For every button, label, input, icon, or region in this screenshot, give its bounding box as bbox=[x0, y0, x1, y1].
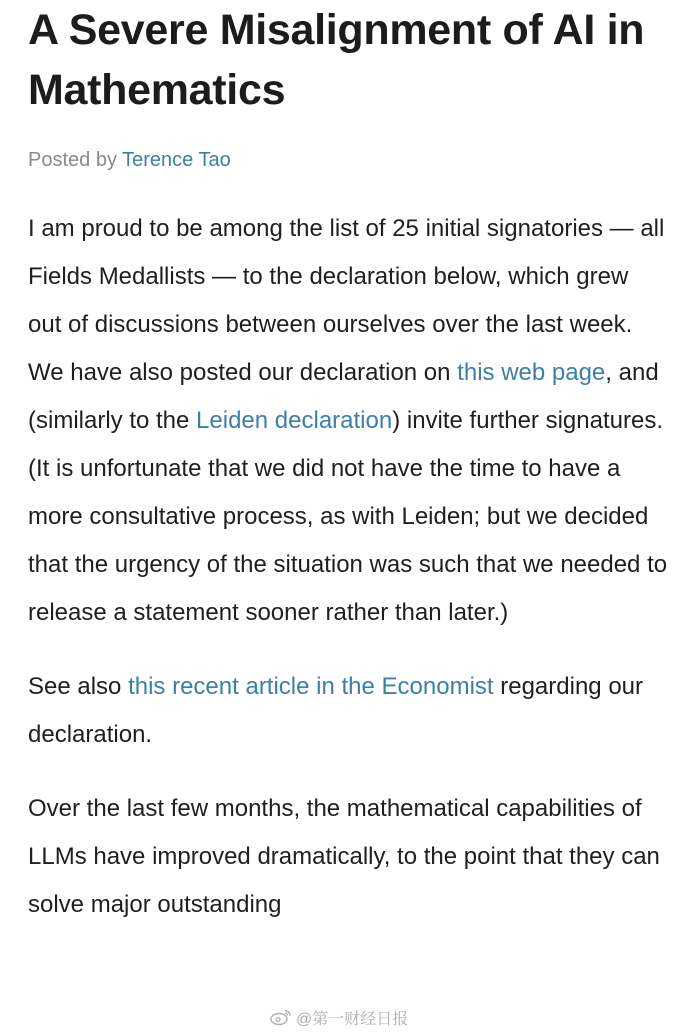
paragraph-see-also bbox=[28, 663, 668, 759]
byline bbox=[28, 146, 668, 174]
article bbox=[28, 0, 668, 929]
byline-prefix: Posted by bbox=[28, 149, 123, 171]
web-page-link[interactable]: this web page bbox=[457, 359, 606, 386]
author-link[interactable]: Terence Tao bbox=[122, 149, 231, 171]
watermark bbox=[270, 1004, 408, 1030]
paragraph-text: I am proud to be among the list of 25 initial signatories — all Fields Medallists — to the declaration below, which grew out of discussions between ourselves over the last week. We have also posted our declaration on bbox=[28, 215, 665, 386]
paragraph-intro bbox=[28, 205, 668, 637]
page-title: A Severe Misalignment of AI in Mathematics bbox=[28, 6, 645, 114]
paragraph-text: See also bbox=[28, 673, 129, 700]
paragraph-text: regarding our declaration. bbox=[28, 673, 644, 748]
paragraph-text: Over the last few months, the mathematical capabilities of LLMs have improved dramatically, to the point that they can solve major outstanding bbox=[28, 795, 660, 918]
paragraph-text: , and (similarly to the bbox=[28, 359, 659, 434]
watermark-text: @第一财经日报 bbox=[296, 1010, 409, 1028]
weibo-icon bbox=[270, 1008, 292, 1026]
paragraph-capabilities bbox=[28, 785, 668, 929]
leiden-declaration-link[interactable]: Leiden declaration bbox=[196, 407, 393, 434]
economist-article-link[interactable]: this recent article in the Economist bbox=[128, 673, 494, 700]
paragraph-text: ) invite further signatures. (It is unfortunate that we did not have the time to have a more consultative process, as with Leiden; but we decided that the urgency of the situation was such that we needed to release a statement sooner rather than later.) bbox=[28, 407, 668, 626]
